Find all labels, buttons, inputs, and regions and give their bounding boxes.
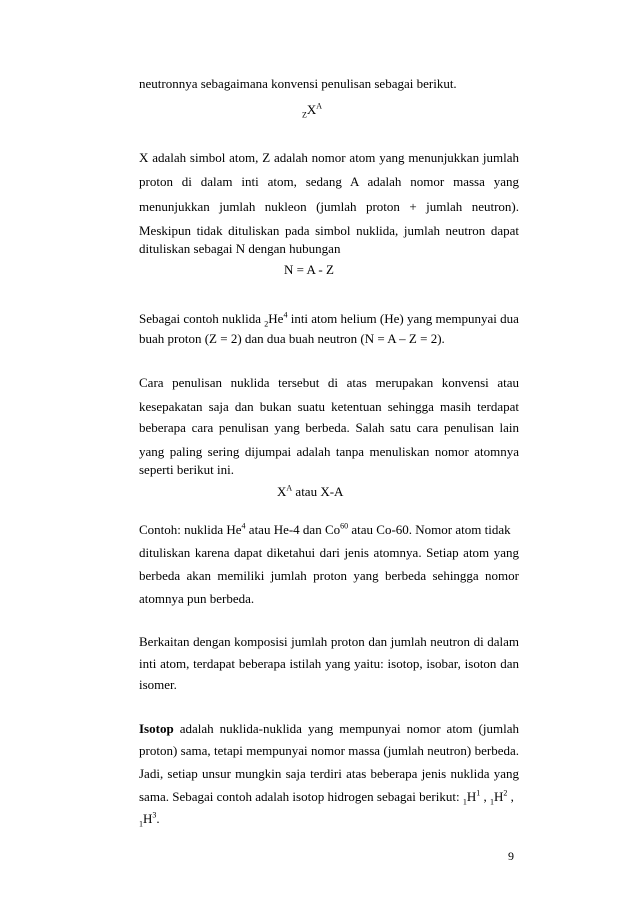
text-line: kesepakatan saja dan bukan suatu ketentuan sehingga masih terdapat: [139, 399, 519, 414]
text-line: Meskipun tidak dituliskan pada simbol nuklida, jumlah neutron dapat: [139, 223, 519, 238]
text-line: neutronnya sebagaimana konvensi penulisan sebagai berikut.: [139, 76, 457, 91]
text-line: Jadi, setiap unsur mungkin saja terdiri atas beberapa jenis nuklida yang: [139, 766, 519, 781]
alt-notation-formula: $X^A$ atau X-A: [277, 483, 344, 499]
text-line: sama. Sebagai contoh adalah isotop hidrogen sebagai berikut: $_1H^1$ , $_1H^2$ ,: [139, 788, 514, 807]
text-line: Berkaitan dengan komposisi jumlah proton dan jumlah neutron di dalam: [139, 634, 519, 649]
text-line: seperti berikut ini.: [139, 462, 234, 477]
text-line: Isotop adalah nuklida-nuklida yang mempunyai nomor atom (jumlah: [139, 721, 519, 736]
text-line: yang paling sering dijumpai adalah tanpa menuliskan nomor atomnya: [139, 444, 519, 459]
text-line: dituliskan sebagai N dengan hubungan: [139, 241, 341, 256]
neutron-relation-formula: N = A - Z: [284, 262, 334, 277]
nuclide-notation-formula: $_ZX^A$: [302, 101, 323, 120]
text-line: proton di dalam inti atom, sedang A adalah nomor massa yang: [139, 174, 519, 189]
page-number: 9: [508, 849, 514, 863]
text-line: berbeda akan memiliki jumlah proton yang berbeda sehingga nomor: [139, 568, 519, 583]
text-line: Cara penulisan nuklida tersebut di atas merupakan konvensi atau: [139, 375, 519, 390]
text-line: dituliskan karena dapat diketahui dari jenis atomnya. Setiap atom yang: [139, 545, 519, 560]
text-line: isomer.: [139, 677, 177, 692]
text-line: menunjukkan jumlah nukleon (jumlah proton + jumlah neutron).: [139, 199, 519, 214]
text-line: buah proton (Z = 2) dan dua buah neutron (N = A – Z = 2).: [139, 331, 445, 346]
text-line: X adalah simbol atom, Z adalah nomor atom yang menunjukkan jumlah: [139, 150, 519, 165]
term-isotop: Isotop: [139, 721, 174, 736]
text-line: Sebagai contoh nuklida $_2He^4$ inti atom helium (He) yang mempunyai dua: [139, 310, 519, 329]
text-line: beberapa cara penulisan yang berbeda. Salah satu cara penulisan lain: [139, 420, 519, 435]
text-line: proton) sama, tetapi mempunyai nomor massa (jumlah neutron) berbeda.: [139, 743, 519, 758]
text-line: inti atom, terdapat beberapa istilah yang yaitu: isotop, isobar, isoton dan: [139, 656, 519, 671]
text-line: $_1H^3$.: [139, 810, 160, 829]
text-line: Contoh: nuklida He$^4$ atau He-4 dan Co$^{60}$ atau Co-60. Nomor atom tidak: [139, 521, 511, 537]
text-line: atomnya pun berbeda.: [139, 591, 255, 606]
